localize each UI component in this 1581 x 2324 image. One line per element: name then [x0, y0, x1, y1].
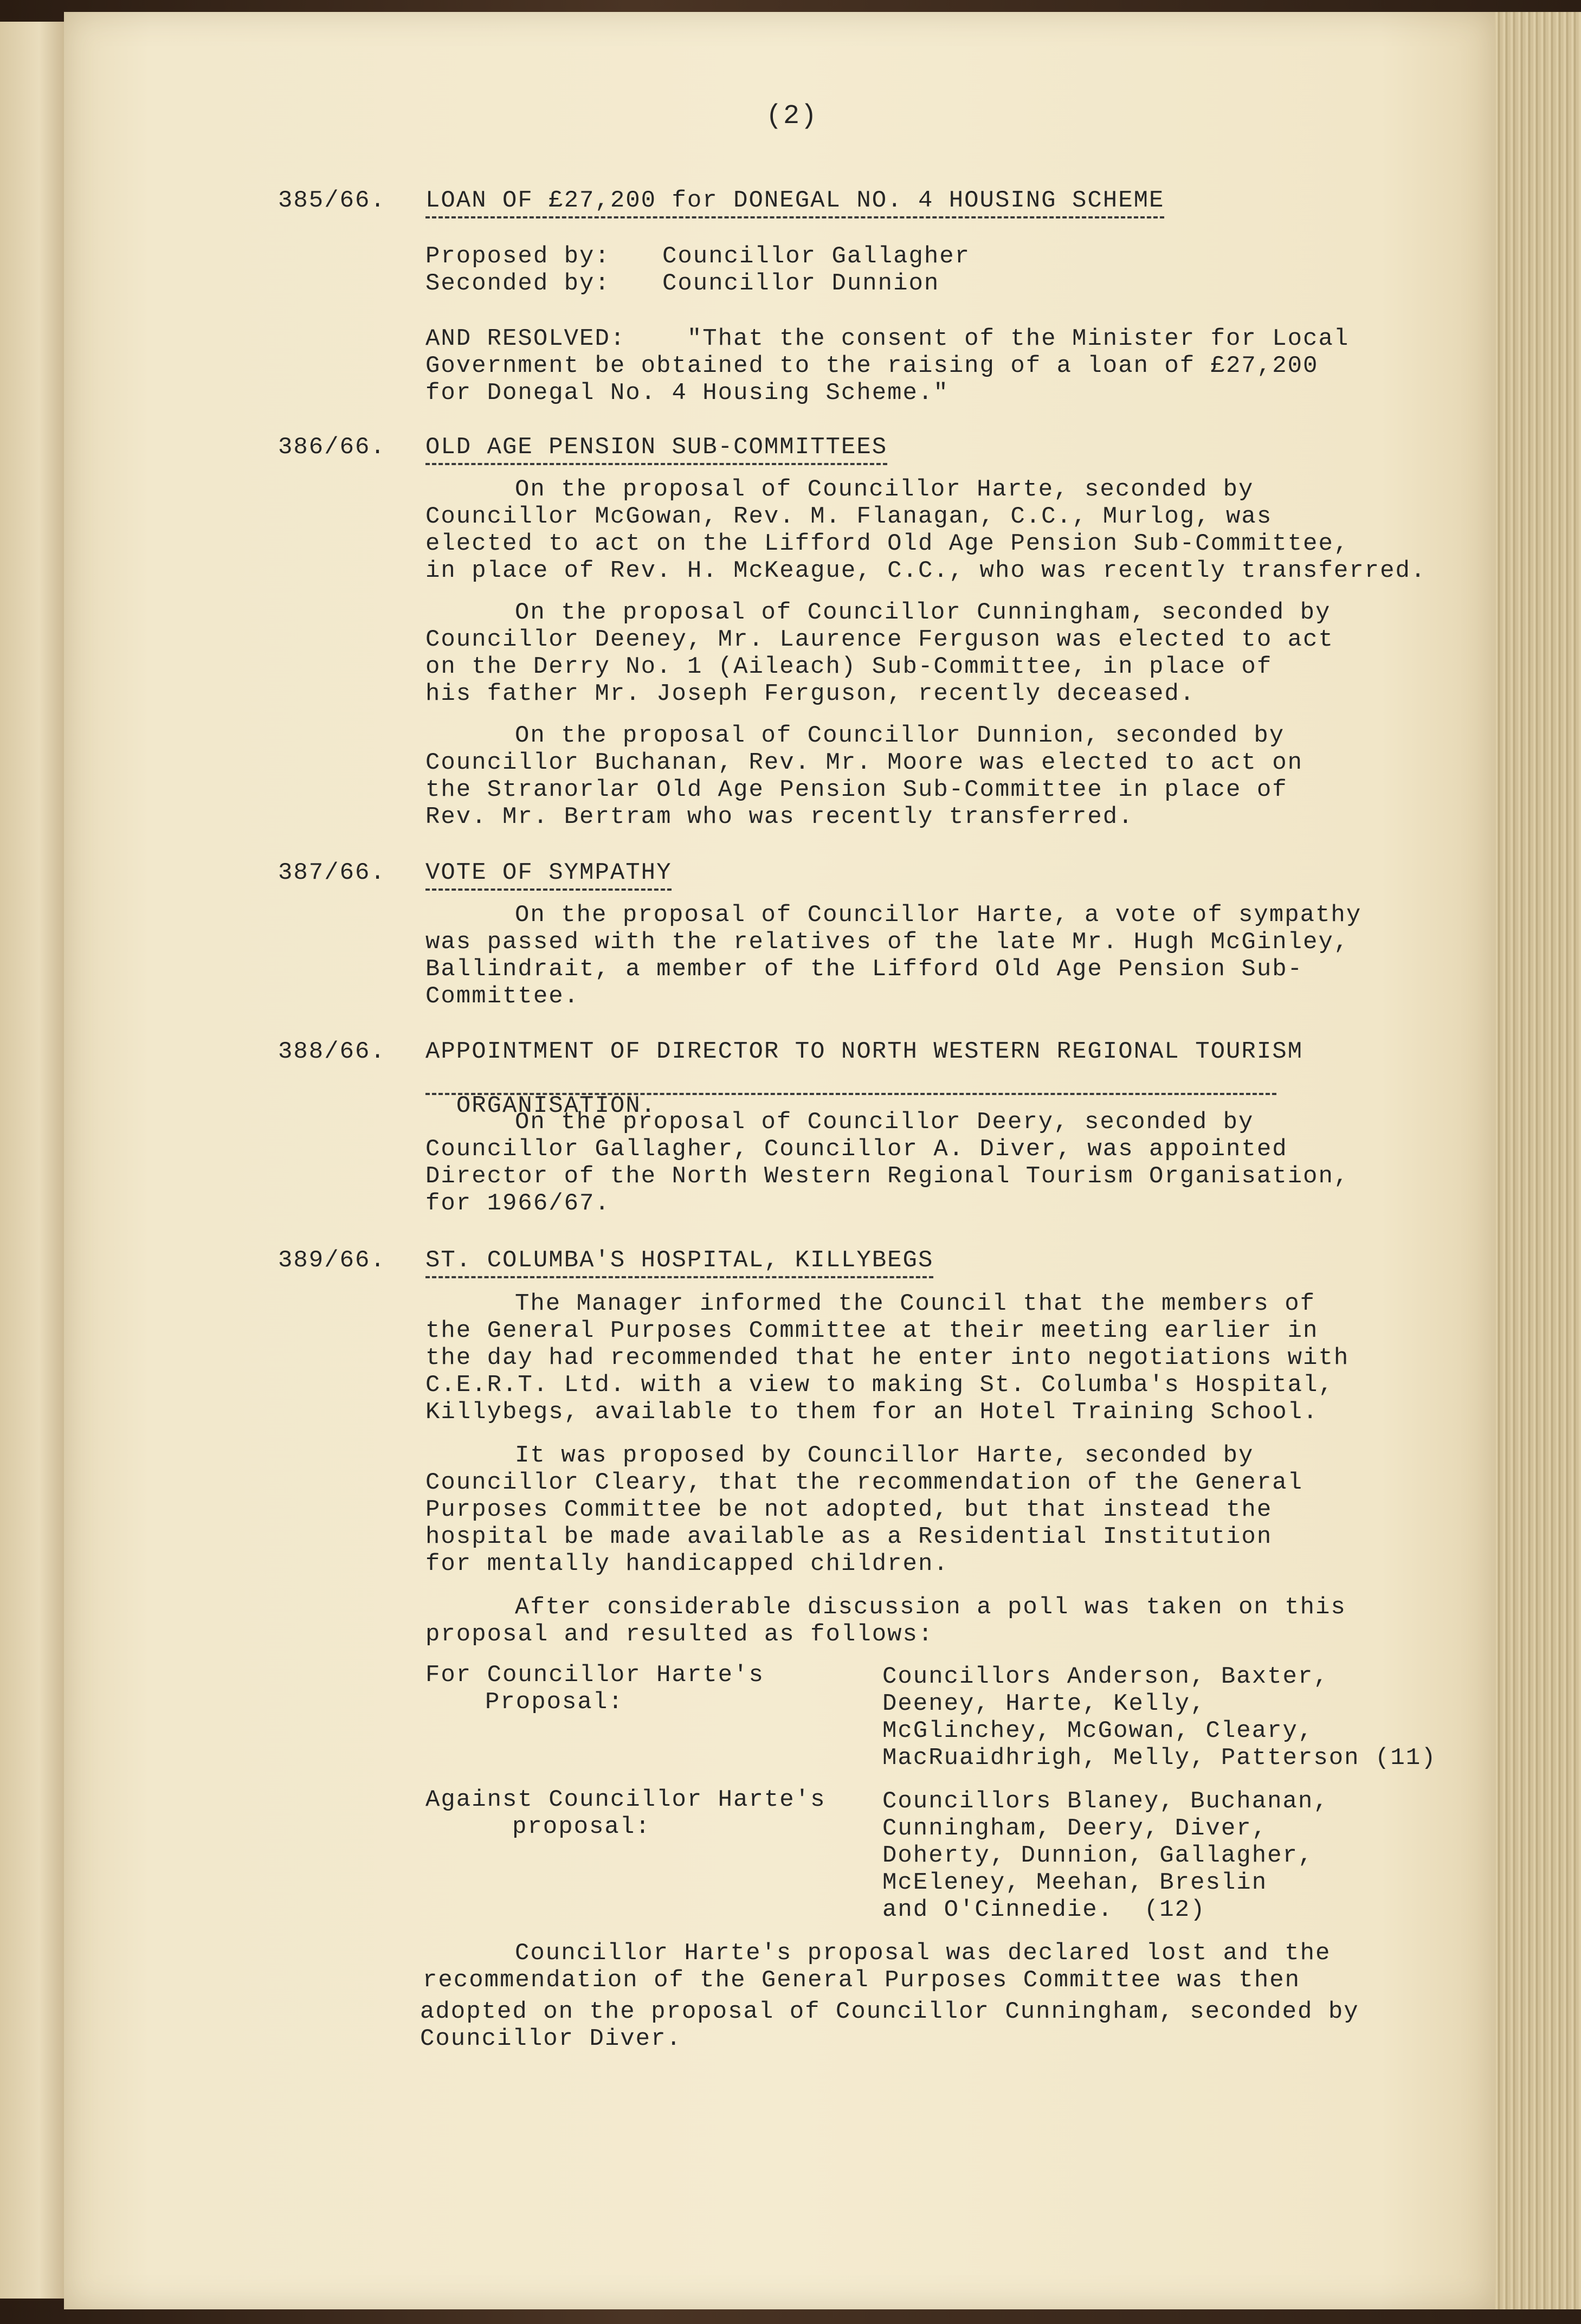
paragraph-line: Director of the North Western Regional Tourism Organisation,	[425, 1163, 1350, 1190]
poll-for-names: MacRuaidhrigh, Melly, Patterson (11)	[882, 1744, 1437, 1772]
paragraph-line: Councillor Gallagher, Councillor A. Diver, was appointed	[425, 1136, 1288, 1163]
item-number-386: 386/66.	[278, 434, 386, 461]
paragraph-line: The Manager informed the Council that the members of	[515, 1290, 1316, 1317]
paragraph-line: hospital be made available as a Residential Institution	[425, 1523, 1273, 1550]
poll-against-label: proposal:	[512, 1813, 651, 1840]
poll-against-names: McEleney, Meehan, Breslin	[882, 1869, 1268, 1896]
item-title-388-text: ORGANISATION.	[456, 1092, 657, 1119]
paragraph-line: Rev. Mr. Bertram who was recently transferred.	[425, 803, 1134, 831]
paragraph-line: elected to act on the Lifford Old Age Pension Sub-Committee,	[425, 530, 1350, 557]
poll-for-names: McGlinchey, McGowan, Cleary,	[882, 1717, 1314, 1744]
paragraph-line: Committee.	[425, 983, 580, 1010]
resolved-line: AND RESOLVED: "That the consent of the Minister for Local	[425, 325, 1350, 352]
page-stack-edge	[1485, 12, 1581, 2309]
paragraph-line: on the Derry No. 1 (Aileach) Sub-Committee, in place of	[425, 653, 1273, 680]
proposed-label: Proposed by:	[425, 243, 610, 270]
paragraph-line: the day had recommended that he enter into negotiations with	[425, 1344, 1350, 1372]
poll-against-names: Councillors Blaney, Buchanan,	[882, 1788, 1329, 1815]
poll-against-label: Against Councillor Harte's	[425, 1786, 826, 1813]
item-title-385: LOAN OF £27,200 for DONEGAL NO. 4 HOUSING SCHEME	[425, 187, 1164, 218]
seconded-value: Councillor Dunnion	[662, 270, 940, 297]
paragraph-line: Councillor Diver.	[420, 2025, 682, 2052]
paragraph-line: Purposes Committee be not adopted, but that instead the	[425, 1496, 1273, 1523]
poll-against-names: Cunningham, Deery, Diver,	[882, 1815, 1268, 1842]
paragraph-line: It was proposed by Councillor Harte, seconded by	[515, 1442, 1254, 1469]
paragraph-line: On the proposal of Councillor Cunningham, seconded by	[515, 599, 1331, 626]
item-number-388: 388/66.	[278, 1038, 386, 1065]
paragraph-line: C.E.R.T. Ltd. with a view to making St. Columba's Hospital,	[425, 1372, 1334, 1399]
item-number-389: 389/66.	[278, 1247, 386, 1274]
paragraph-line: Councillor McGowan, Rev. M. Flanagan, C.C., Murlog, was	[425, 503, 1273, 530]
resolved-line: Government be obtained to the raising of a loan of £27,200	[425, 352, 1319, 379]
paragraph-line: the General Purposes Committee at their meeting earlier in	[425, 1317, 1319, 1344]
paragraph-line: Councillor Cleary, that the recommendation of the General	[425, 1469, 1303, 1496]
paragraph-line: Councillor Buchanan, Rev. Mr. Moore was elected to act on	[425, 749, 1303, 776]
poll-against-names: and O'Cinnedie. (12)	[882, 1896, 1206, 1923]
paragraph-line: was passed with the relatives of the late Mr. Hugh McGinley,	[425, 929, 1350, 956]
poll-for-label: Proposal:	[485, 1689, 624, 1716]
page-number: (2)	[766, 101, 818, 132]
item-number-387: 387/66.	[278, 859, 386, 886]
paragraph-line: Councillor Deeney, Mr. Laurence Ferguson was elected to act	[425, 626, 1334, 653]
item-title-389: ST. COLUMBA'S HOSPITAL, KILLYBEGS	[425, 1247, 933, 1278]
paragraph-line: the Stranorlar Old Age Pension Sub-Committee in place of	[425, 776, 1288, 803]
paragraph-line: After considerable discussion a poll was taken on this	[515, 1594, 1346, 1621]
paragraph-line: On the proposal of Councillor Harte, seconded by	[515, 476, 1254, 503]
item-title-388: APPOINTMENT OF DIRECTOR TO NORTH WESTERN REGIONAL TOURISM	[425, 1038, 1303, 1065]
resolved-line: for Donegal No. 4 Housing Scheme."	[425, 379, 949, 407]
paragraph-line: proposal and resulted as follows:	[425, 1621, 934, 1648]
proposed-value: Councillor Gallagher	[662, 243, 971, 270]
poll-for-names: Deeney, Harte, Kelly,	[882, 1690, 1206, 1717]
seconded-label: Seconded by:	[425, 270, 610, 297]
paragraph-line: in place of Rev. H. McKeague, C.C., who was recently transferred.	[425, 557, 1427, 584]
title-underline	[425, 1093, 1276, 1095]
paragraph-line: recommendation of the General Purposes Committee was then	[423, 1967, 1301, 1994]
poll-for-label: For Councillor Harte's	[425, 1662, 764, 1689]
paragraph-line: Ballindrait, a member of the Lifford Old Age Pension Sub-	[425, 956, 1303, 983]
poll-against-names: Doherty, Dunnion, Gallagher,	[882, 1842, 1314, 1869]
paragraph-line: Councillor Harte's proposal was declared lost and the	[515, 1940, 1331, 1967]
item-number-385: 385/66.	[278, 187, 386, 214]
poll-for-names: Councillors Anderson, Baxter,	[882, 1663, 1329, 1690]
paragraph-line: On the proposal of Councillor Dunnion, seconded by	[515, 722, 1285, 749]
left-page-edge	[0, 22, 67, 2299]
paragraph-line: On the proposal of Councillor Harte, a vote of sympathy	[515, 902, 1362, 929]
paragraph-line: for 1966/67.	[425, 1190, 610, 1217]
paragraph-line: his father Mr. Joseph Ferguson, recently deceased.	[425, 680, 1196, 707]
item-title-387: VOTE OF SYMPATHY	[425, 859, 672, 891]
paragraph-line: adopted on the proposal of Councillor Cunningham, seconded by	[420, 1998, 1359, 2025]
paragraph-line: for mentally handicapped children.	[425, 1550, 949, 1578]
paragraph-line: Killybegs, available to them for an Hotel Training School.	[425, 1399, 1319, 1426]
item-title-386: OLD AGE PENSION SUB-COMMITTEES	[425, 434, 887, 465]
paragraph-line: On the proposal of Councillor Deery, seconded by	[515, 1109, 1254, 1136]
